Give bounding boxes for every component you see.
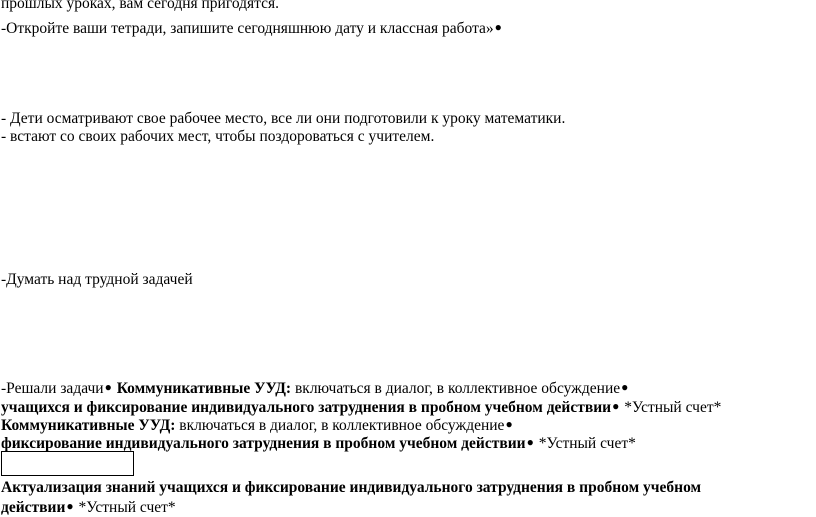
line-6-plain: -Решали задачи [1,380,104,397]
bullet-icon: ● [505,417,513,431]
text-line-11 [1,497,176,517]
text-line-3 [1,110,565,128]
line-8-rest: включаться в диалог, в коллективное обсуждение [175,417,505,434]
bullet-icon: ● [66,499,74,513]
line-10-bold: Актуализация знаний учащихся и фиксирование индивидуального затруднения в пробном учебном [1,479,702,496]
line-4-text: - встают со своих рабочих мест, чтобы поздороваться с учителем. [1,128,435,145]
text-line-9 [1,433,636,453]
text-line-6 [1,378,629,398]
line-7-bold: учащихся и фиксирование индивидуального затруднения в пробном учебном действии [1,399,612,416]
text-line-1 [1,0,279,13]
bullet-icon: ● [494,20,502,34]
line-5-text: -Думать над трудной задачей [1,271,193,288]
line-1-text: прошлых уроках, вам сегодня пригодятся. [1,0,279,12]
line-8-bold: Коммуникативные УУД: [1,417,176,434]
text-line-7 [1,397,721,417]
line-9-bold: фиксирование индивидуального затруднения в пробном учебном действии [1,435,526,452]
text-line-4 [1,128,434,146]
line-6-rest: включаться в диалог, в коллективное обсуждение [291,380,621,397]
line-2-text: -Откройте ваши тетради, запишите сегодняшнюю дату и классная работа» [1,20,494,37]
bullet-icon: ● [621,380,629,394]
line-9-rest: *Устный счет* [534,435,636,452]
text-line-10 [1,479,701,497]
bullet-icon: ● [612,399,620,413]
line-3-text: - Дети осматривают свое рабочее место, все ли они подготовили к уроку математики. [1,110,566,127]
empty-table-cell [1,451,134,476]
line-11-bold: действии [1,499,66,516]
text-line-2 [1,18,503,38]
line-11-rest: *Устный счет* [74,499,176,516]
bullet-icon: ● [526,435,534,449]
text-line-8 [1,415,514,435]
line-6-bold: Коммуникативные УУД: [116,380,292,397]
line-7-rest: *Устный счет* [620,399,722,416]
bullet-icon: ● [104,380,112,394]
text-line-5 [1,271,193,289]
